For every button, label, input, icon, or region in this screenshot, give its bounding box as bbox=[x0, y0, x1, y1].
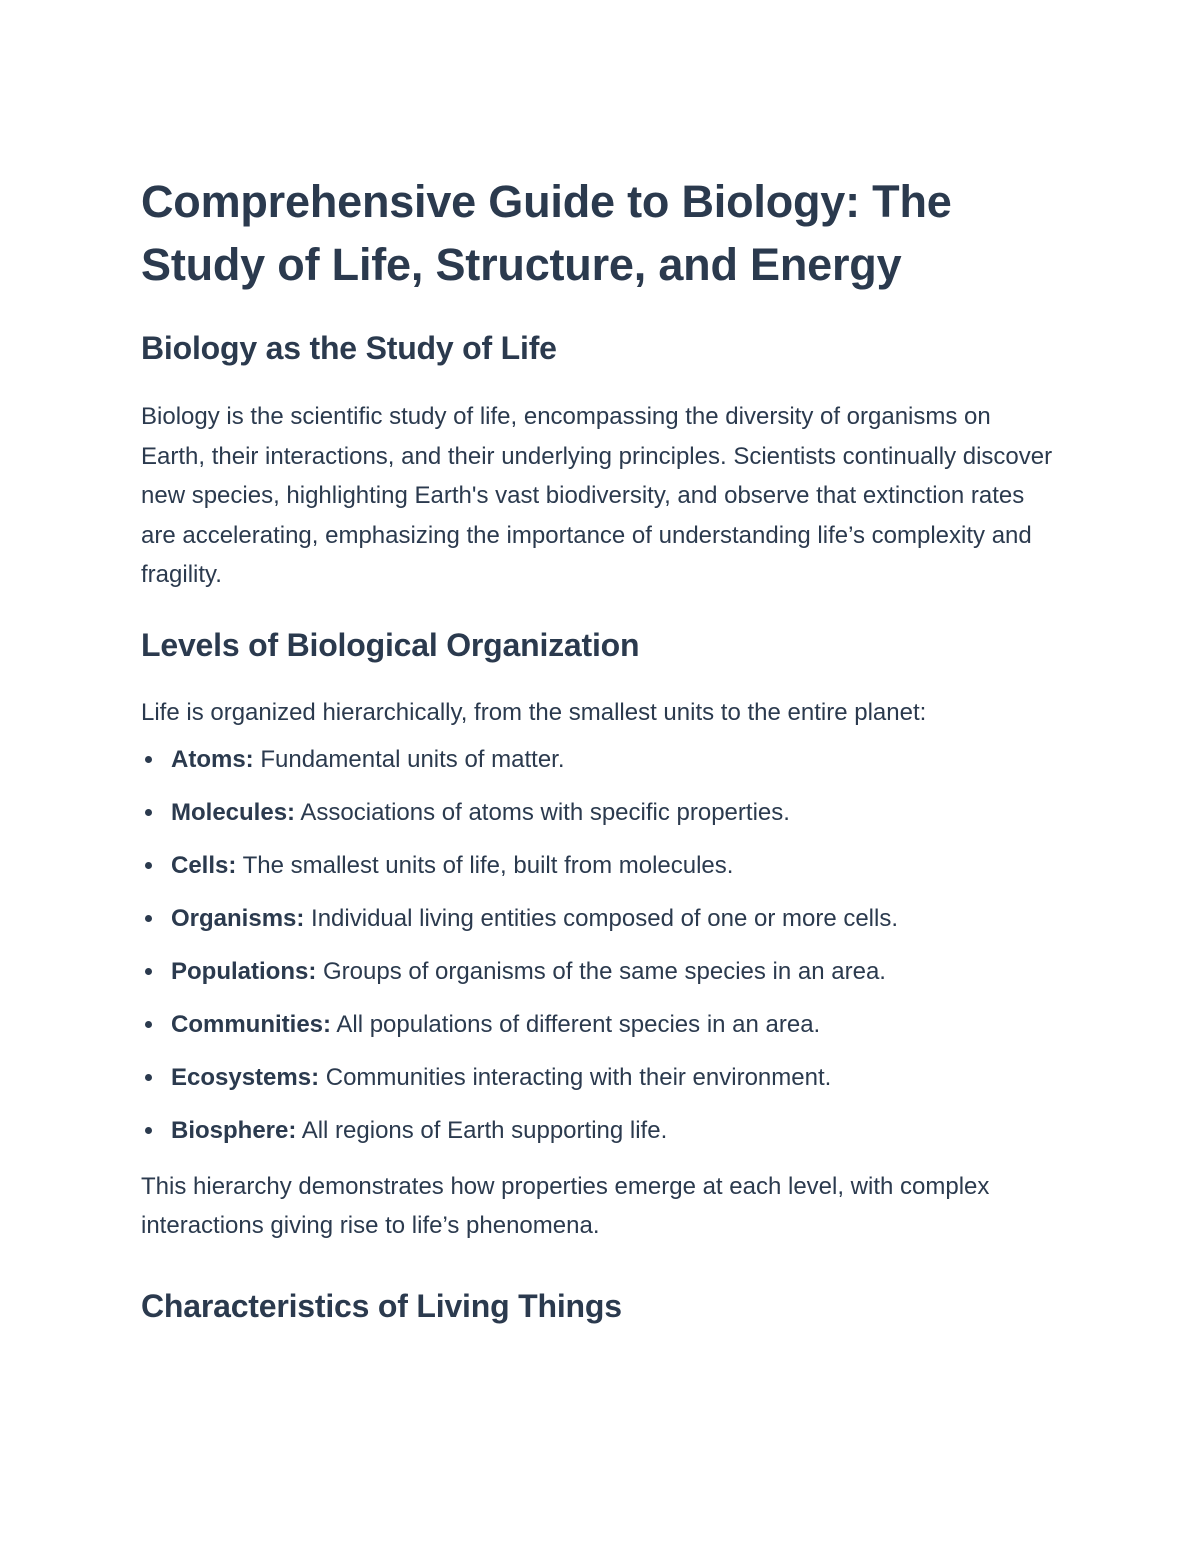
list-item-description: Fundamental units of matter. bbox=[253, 745, 565, 773]
list-item-term: Populations: bbox=[171, 957, 317, 985]
list-item-description: Groups of organisms of the same species in an area. bbox=[316, 957, 886, 985]
list-item-description: All regions of Earth supporting life. bbox=[296, 1116, 668, 1144]
section-heading-characteristics: Characteristics of Living Things bbox=[141, 1287, 622, 1324]
list-item-description: Communities interacting with their environment. bbox=[319, 1063, 832, 1091]
bullet-icon bbox=[145, 1127, 152, 1134]
bullet-icon bbox=[145, 809, 152, 816]
list-item bbox=[141, 743, 1060, 776]
list-item-description: The smallest units of life, built from molecules. bbox=[236, 851, 734, 879]
section-heading-levels: Levels of Biological Organization bbox=[141, 626, 640, 663]
section-heading-biology-study: Biology as the Study of Life bbox=[141, 330, 557, 366]
list-item bbox=[141, 1008, 1060, 1041]
bullet-icon bbox=[145, 915, 152, 922]
list-item bbox=[141, 796, 1060, 829]
list-item bbox=[141, 849, 1060, 882]
bullet-icon bbox=[145, 862, 152, 869]
list-item-description: Associations of atoms with specific properties. bbox=[295, 798, 790, 826]
document-title: Comprehensive Guide to Biology: The Study of Life, Structure, and Energy bbox=[141, 176, 952, 290]
bullet-icon bbox=[145, 968, 152, 975]
list-item bbox=[141, 1061, 1060, 1094]
list-item bbox=[141, 902, 1060, 935]
list-item-description: All populations of different species in an area. bbox=[331, 1010, 821, 1038]
bullet-icon bbox=[145, 1021, 152, 1028]
list-item-term: Atoms: bbox=[171, 745, 254, 773]
bullet-icon bbox=[145, 1074, 152, 1081]
list-item bbox=[141, 1114, 1060, 1147]
list-item-term: Ecosystems: bbox=[171, 1063, 320, 1091]
list-item bbox=[141, 955, 1060, 988]
list-item-term: Cells: bbox=[171, 851, 237, 879]
levels-outro-paragraph: This hierarchy demonstrates how properties emerge at each level, with complex interactions giving rise to life’s phenomena. bbox=[141, 1172, 990, 1240]
list-item-term: Communities: bbox=[171, 1010, 332, 1038]
list-item-term: Organisms: bbox=[171, 904, 305, 932]
list-item-term: Molecules: bbox=[171, 798, 296, 826]
bullet-icon bbox=[145, 756, 152, 763]
levels-intro-paragraph: Life is organized hierarchically, from the smallest units to the entire planet: bbox=[141, 698, 927, 726]
section-paragraph-biology-study: Biology is the scientific study of life, encompassing the diversity of organisms on Earth, their interactions, and their underlying principles. Scientists continually discover new species, highlighting Earth's vast biodiversity, and observe that extinction rates are accelerating, emphasizing the importance of understanding life’s complexity and fragility. bbox=[141, 403, 1053, 589]
levels-list bbox=[141, 743, 1060, 1147]
list-item-description: Individual living entities composed of one or more cells. bbox=[304, 904, 899, 932]
list-item-term: Biosphere: bbox=[171, 1116, 297, 1144]
